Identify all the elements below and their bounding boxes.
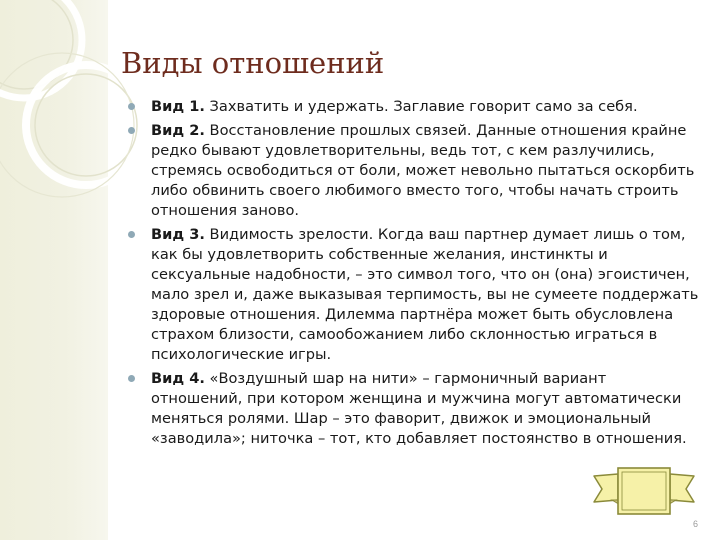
item-text: Захватить и удержать. Заглавие говорит само за себя. <box>204 98 638 115</box>
item-lead: Вид 1. <box>151 98 205 115</box>
bullet-dot-icon <box>128 375 135 382</box>
page-number: 6 <box>692 519 698 529</box>
item-text: «Воздушный шар на нити» – гармоничный вариант отношений, при котором женщина и мужчина могут автоматически меняться ролями. Шар – это фаворит, движок и эмоциональный «заводила»; ниточка – тот, кто добавляет постоянство в отношения. <box>151 370 687 447</box>
ring-mid-inner-icon <box>35 74 137 176</box>
list-item <box>126 97 702 117</box>
list-item <box>126 369 702 449</box>
bullet-dot-icon <box>128 103 135 110</box>
bullet-list <box>126 97 702 453</box>
item-lead: Вид 4. <box>151 370 205 387</box>
item-lead: Вид 3. <box>151 226 205 243</box>
slide-title: Виды отношений <box>121 46 385 80</box>
list-item <box>126 225 702 365</box>
item-text: Видимость зрелости. Когда ваш партнер думает лишь о том, как бы удовлетворить собственные желания, инстинкты и сексуальные надобности, – это символ того, что он (она) эгоистичен, мало зрел и, даже выказывая терпимость, вы не сумеете поддержать здоровые отношения. Дилемма партнёра может быть обусловлена страхом близости, самообожанием либо склонностью играться в психологические игры. <box>151 226 699 363</box>
item-text: Восстановление прошлых связей. Данные отношения крайне редко бывают удовлетворительны, ведь тот, с кем разлучились, стремясь освободиться от боли, может невольно пытаться оскорбить либо обвинить своего любимого вместо того, чтобы начать строить отношения заново. <box>151 122 695 219</box>
bullet-dot-icon <box>128 231 135 238</box>
bullet-dot-icon <box>128 127 135 134</box>
scroll-banner-icon <box>592 462 696 522</box>
ring-top-inner-icon <box>0 0 73 89</box>
item-lead: Вид 2. <box>151 122 205 139</box>
list-item <box>126 121 702 221</box>
